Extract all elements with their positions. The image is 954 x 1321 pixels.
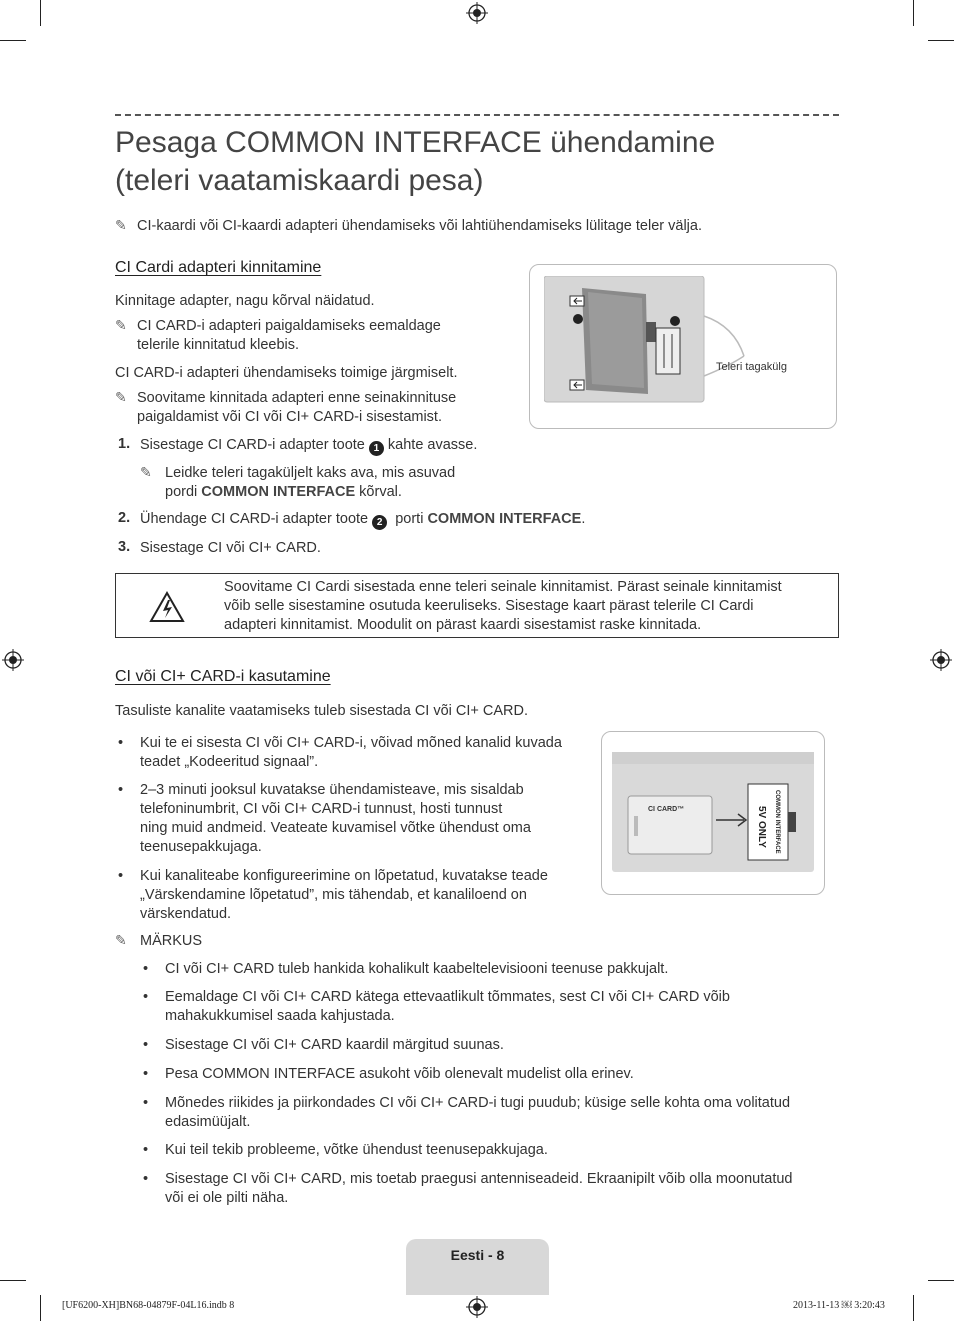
step-text: kahte avasse.: [387, 437, 478, 453]
step-1: [140, 436, 477, 456]
pencil-note-icon: ✎: [115, 317, 127, 333]
note-text: paigaldamist või CI või CI+ CARD-i sisestamist.: [137, 409, 442, 425]
bullet-text: ning muid andmeid. Veateate kuvamisel võtke ühendust oma: [140, 820, 531, 836]
warning-icon: [149, 591, 185, 623]
note-text: kõrval.: [359, 484, 402, 500]
slot-label-text: COMMON INTERFACE: [774, 790, 780, 854]
section2-paragraph: Tasuliste kanalite vaatamiseks tuleb sisestada CI või CI+ CARD.: [115, 703, 529, 719]
note-text: edasimüüjalt.: [165, 1114, 251, 1130]
step-number: 3.: [118, 539, 131, 555]
slot-label: [752, 790, 790, 860]
footer-file-info: [UF6200-XH]BN68-04879F-04L16.indb 8: [62, 1300, 235, 1311]
section1-paragraph: Kinnitage adapter, nagu kõrval näidatud.: [115, 293, 375, 309]
crop-mark: [40, 1295, 41, 1321]
note-item: [165, 1170, 792, 1208]
pencil-note-icon: ✎: [115, 932, 127, 948]
callout-badge: 1: [369, 441, 384, 456]
registration-mark-icon: [930, 649, 952, 671]
note-item: • CI või CI+ CARD tuleb hankida kohalikult kaabeltelevisiooni teenuse pakkujalt.: [165, 960, 668, 979]
bullet-text: Kui kanaliteabe konfigureerimine on lõpetatud, kuvatakse teade: [140, 868, 548, 884]
bullet-item: [140, 867, 548, 924]
step-text: porti: [395, 511, 424, 527]
step-text: Sisestage CI CARD-i adapter toote: [140, 437, 365, 453]
adapter-illustration: [544, 276, 824, 406]
step-text: Ühendage CI CARD-i adapter toote: [140, 511, 369, 527]
step-2: [140, 510, 585, 530]
note-text: CI CARD-i adapteri paigaldamiseks eemaldage: [137, 318, 441, 334]
figure-adapter: [529, 264, 837, 429]
intro-note: [115, 216, 702, 236]
note-text: mahakukkumisel saada kahjustada.: [165, 1008, 395, 1024]
bullet-text: „Värskendamine lõpetatud”, mis tähendab, et kanaliloend on: [140, 887, 527, 903]
step-number: 2.: [118, 510, 131, 526]
warning-line: adapteri kinnitamist. Moodulit on pärast kaardi sisestamist raske kinnitada.: [224, 617, 702, 633]
card-label: CI CARD™: [648, 806, 685, 813]
page-title: [115, 124, 835, 200]
step-number: 1.: [118, 436, 131, 452]
warning-box: [115, 573, 839, 638]
bullet-item: [140, 734, 562, 772]
note-text: Mõnedes riikides ja piirkondades CI või CI+ CARD-i tugi puudub; küsige selle kohta oma volitatud: [165, 1095, 791, 1111]
section1-note2: [115, 388, 456, 427]
bullet-text: teadet „Kodeeritud signaal”.: [140, 754, 319, 770]
step-1-note: [140, 463, 455, 502]
note-item: [165, 1094, 790, 1132]
crop-mark: [0, 40, 26, 41]
crop-mark: [913, 1295, 914, 1321]
pencil-note-icon: ✎: [140, 464, 152, 480]
title-divider: [115, 114, 839, 116]
note-heading: [115, 931, 202, 951]
section-heading-adapter: CI Cardi adapteri kinnitamine: [115, 259, 322, 276]
pencil-note-icon: ✎: [115, 389, 127, 405]
note-text: või ei ole pilti näha.: [165, 1190, 289, 1206]
bullet-text: 2–3 minuti jooksul kuvatakse ühendamisteave, mis sisaldab: [140, 782, 524, 798]
figure-caption: Teleri tagakülg: [716, 361, 787, 373]
registration-mark-icon: [466, 1296, 488, 1318]
crop-mark: [40, 0, 41, 26]
step-text-bold: COMMON INTERFACE: [427, 511, 582, 527]
bullet-item: [140, 781, 531, 857]
warning-text: [224, 578, 834, 635]
crop-mark: [913, 0, 914, 26]
note-text: Eemaldage CI või CI+ CARD kätega ettevaatlikult tõmmates, sest CI või CI+ CARD võib: [165, 989, 730, 1005]
note-text: Leidke teleri tagaküljelt kaks ava, mis asuvad: [165, 465, 456, 481]
section1-paragraph: CI CARD-i adapteri ühendamiseks toimige järgmiselt.: [115, 365, 458, 381]
step-text: .: [581, 511, 586, 527]
page-title-line2: (teleri vaatamiskaardi pesa): [115, 164, 484, 197]
registration-mark-icon: [2, 649, 24, 671]
note-text: pordi: [165, 484, 198, 500]
note-label: MÄRKUS: [140, 933, 203, 949]
slot-sub-text: 5V ONLY: [756, 806, 767, 848]
bullet-text: Kui te ei sisesta CI või CI+ CARD-i, võivad mõned kanalid kuvada: [140, 735, 562, 751]
intro-note-text: CI-kaardi või CI-kaardi adapteri ühendamiseks või lahtiühendamiseks lülitage teler välja.: [137, 218, 702, 234]
note-item: • Pesa COMMON INTERFACE asukoht võib olenevalt mudelist olla erinev.: [165, 1065, 634, 1084]
callout-badge: 2: [372, 515, 387, 530]
page-title-line1: Pesaga COMMON INTERFACE ühendamine: [115, 126, 716, 159]
bullet-text: teenusepakkujaga.: [140, 839, 262, 855]
figure-card-insert: [601, 731, 825, 895]
note-text: Sisestage CI või CI+ CARD, mis toetab praegusi antenniseadeid. Ekraanipilt võib olla moonutatud: [165, 1171, 793, 1187]
step-3: Sisestage CI või CI+ CARD.: [140, 540, 321, 556]
crop-mark: [928, 1280, 954, 1281]
footer-timestamp: 2013-11-13 ￼ 3:20:43: [793, 1300, 885, 1311]
registration-mark-icon: [466, 2, 488, 24]
note-text-bold: COMMON INTERFACE: [201, 484, 356, 500]
crop-mark: [928, 40, 954, 41]
bullet-text: telefoninumbrit, CI või CI+ CARD-i tunnust, hosti tunnust: [140, 801, 503, 817]
page-number-tab: [406, 1239, 549, 1295]
note-item: [165, 988, 730, 1026]
warning-line: võib selle sisestamine osutuda keeruliseks. Sisestage kaart pärast telerile CI Cardi: [224, 598, 754, 614]
section-heading-card-usage: CI või CI+ CARD-i kasutamine: [115, 668, 331, 685]
note-item: • Kui teil tekib probleeme, võtke ühendust teenusepakkujaga.: [165, 1141, 548, 1160]
warning-line: Soovitame CI Cardi sisestada enne teleri seinale kinnitamist. Pärast seinale kinnitamist: [224, 579, 782, 595]
bullet-text: värskendatud.: [140, 906, 232, 922]
note-text: Soovitame kinnitada adapteri enne seinakinnituse: [137, 390, 457, 406]
pencil-note-icon: ✎: [115, 217, 127, 233]
crop-mark: [0, 1280, 26, 1281]
note-text: telerile kinnitatud kleebis.: [137, 337, 300, 353]
section1-note1: [115, 316, 441, 355]
page-number: Eesti - 8: [450, 1247, 505, 1263]
note-item: • Sisestage CI või CI+ CARD kaardil märgitud suunas.: [165, 1036, 504, 1055]
